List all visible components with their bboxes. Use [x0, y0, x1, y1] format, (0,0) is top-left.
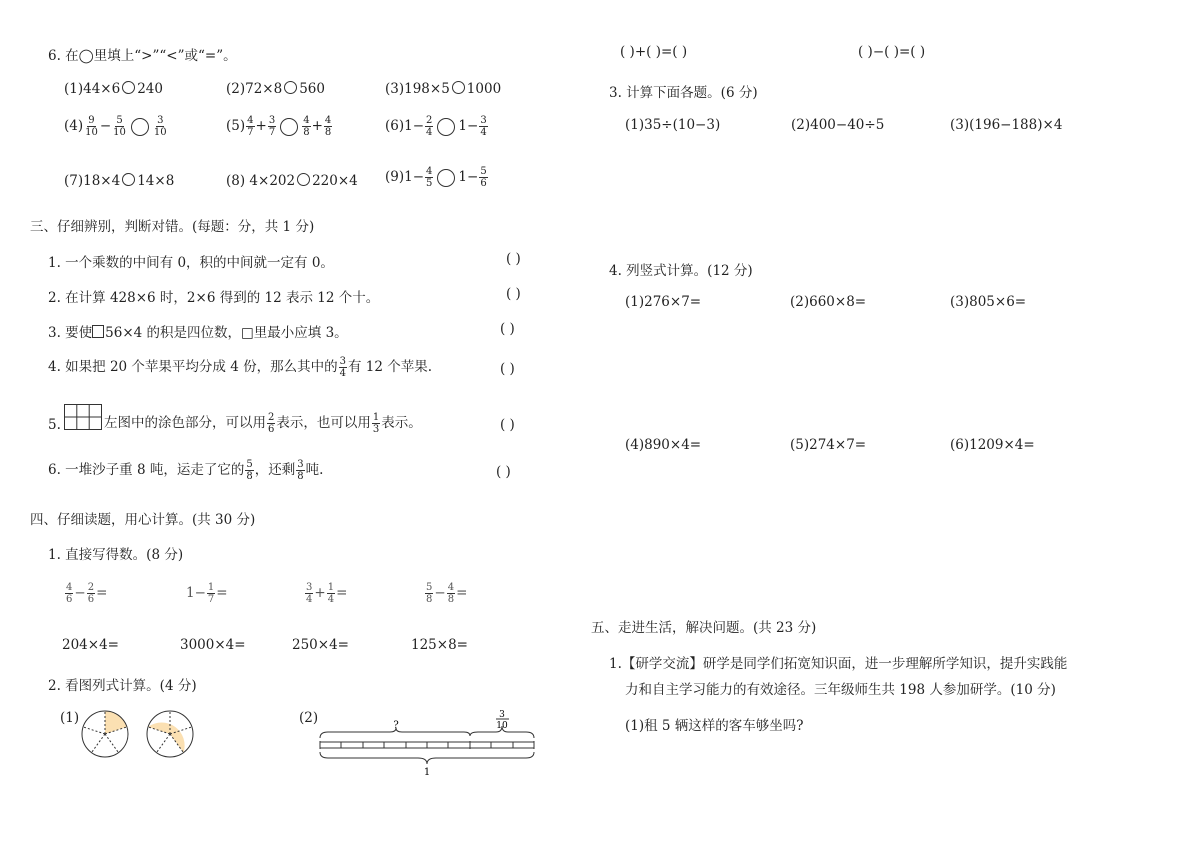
- q6-item-9: (9)1− $\frac{4}{5}$ 1− $\frac{5}{6}$: [385, 166, 487, 189]
- calc-row2-3: 250×4=: [292, 637, 349, 653]
- judge-item-5-label: 5.: [48, 417, 61, 433]
- q6-item-1: (1)44×6 240: [64, 81, 163, 97]
- fraction-calc-2: 1− $\frac{1}{7}$ =: [186, 582, 228, 605]
- answer-paren[interactable]: ( ): [506, 251, 521, 267]
- q4-item-5: (5)274×7=: [790, 437, 867, 453]
- q3-title: 3. 计算下面各题。(6 分): [609, 85, 758, 101]
- q1-title: 1. 直接写得数。(8 分): [48, 547, 184, 563]
- problem-1-sub-1: (1)租 5 辆这样的客车够坐吗?: [625, 718, 804, 734]
- unknown-label: ?: [393, 720, 399, 731]
- fill-equation-2[interactable]: ( )−( )=( ): [858, 44, 926, 60]
- answer-paren[interactable]: ( ): [500, 417, 515, 433]
- q6-title: 6. 在◯里填上“>”“<”或“=”。: [48, 48, 237, 64]
- compare-circle[interactable]: [284, 81, 297, 94]
- compare-circle[interactable]: [437, 118, 455, 136]
- judge-item-4: 4. 如果把 20 个苹果平均分成 4 份，那么其中的 $\frac{3}{4}$ 有 12 个苹果.: [48, 356, 433, 379]
- judge-item-1: 1. 一个乘数的中间有 0，积的中间就一定有 0。: [48, 255, 334, 271]
- q4-title: 4. 列竖式计算。(12 分): [609, 263, 753, 279]
- fraction-den: 10: [496, 721, 508, 731]
- q6-item-7: (7)18×4 14×8: [64, 173, 175, 189]
- segment-diagram: [318, 708, 540, 778]
- q4-item-2: (2)660×8=: [790, 294, 867, 310]
- q2-label-2: (2): [299, 710, 319, 726]
- compare-circle[interactable]: [437, 169, 455, 187]
- answer-paren[interactable]: ( ): [506, 286, 521, 302]
- section-5-title: 五、走进生活，解决问题。(共 23 分): [591, 620, 817, 636]
- answer-paren[interactable]: ( ): [500, 321, 515, 337]
- calc-row2-4: 125×8=: [411, 637, 468, 653]
- pie-figure-1: [80, 709, 130, 759]
- q6-item-5: (5) $\frac{4}{7}$ + $\frac{3}{7}$ $\frac{4}{8}$ + $\frac{4}{8}$: [226, 115, 332, 138]
- q4-item-3: (3)805×6=: [950, 294, 1027, 310]
- section-4-title: 四、仔细读题，用心计算。(共 30 分): [30, 512, 256, 528]
- fraction-num: 3: [499, 710, 505, 720]
- fraction-calc-1: $\frac{4}{6}$ − $\frac{2}{6}$ =: [66, 582, 108, 605]
- q6-item-4: (4) $\frac{9}{10}$ − $\frac{5}{10}$ $\frac{3}{10}$: [64, 115, 167, 138]
- q3-item-3: (3)(196−188)×4: [950, 117, 1063, 133]
- problem-1-line-1: 1.【研学交流】研学是同学们拓宽知识面，进一步理解所学知识，提升实践能: [609, 656, 1068, 672]
- calc-row2-2: 3000×4=: [180, 637, 246, 653]
- whole-label: 1: [423, 767, 431, 778]
- compare-circle[interactable]: [452, 81, 465, 94]
- compare-circle[interactable]: [280, 118, 298, 136]
- q4-item-6: (6)1209×4=: [950, 437, 1035, 453]
- fill-equation-1[interactable]: ( )+( )=( ): [620, 44, 688, 60]
- answer-paren[interactable]: ( ): [496, 464, 511, 480]
- q4-item-1: (1)276×7=: [625, 294, 702, 310]
- q6-item-3: (3)198×5 1000: [385, 81, 502, 97]
- compare-circle[interactable]: [131, 118, 149, 136]
- q4-item-4: (4)890×4=: [625, 437, 702, 453]
- calc-row2-1: 204×4=: [62, 637, 119, 653]
- blank-box[interactable]: [92, 325, 104, 338]
- pie-figure-2: [145, 709, 195, 759]
- q3-item-1: (1)35÷(10−3): [625, 117, 721, 133]
- q2-label-1: (1): [60, 710, 80, 726]
- shaded-grid-figure: [64, 404, 102, 430]
- fraction-calc-4: $\frac{5}{8}$ − $\frac{4}{8}$ =: [426, 582, 468, 605]
- section-3-title: 三、仔细辨别，判断对错。(每题：分，共 1 分): [30, 219, 315, 235]
- problem-1-line-2: 力和自主学习能力的有效途径。三年级师生共 198 人参加研学。(10 分): [625, 682, 1056, 698]
- judge-item-5: 左图中的涂色部分，可以用 $\frac{2}{6}$ 表示，也可以用 $\frac{1}{3}$ 表示。: [104, 412, 422, 435]
- compare-circle[interactable]: [122, 173, 135, 186]
- q2-title: 2. 看图列式计算。(4 分): [48, 678, 197, 694]
- judge-item-3: 3. 要使 56×4 的积是四位数，□里最小应填 3。: [48, 325, 348, 341]
- judge-item-2: 2. 在计算 428×6 时，2×6 得到的 12 表示 12 个十。: [48, 290, 380, 306]
- q6-item-6: (6)1− $\frac{2}{4}$ 1− $\frac{3}{4}$: [385, 115, 487, 138]
- judge-item-6: 6. 一堆沙子重 8 吨，运走了它的 $\frac{5}{8}$ ，还剩 $\frac{3}{8}$ 吨.: [48, 459, 324, 482]
- q6-item-8: (8) 4×202 220×4: [226, 173, 358, 189]
- compare-circle[interactable]: [297, 173, 310, 186]
- answer-paren[interactable]: ( ): [500, 361, 515, 377]
- q6-item-2: (2)72×8 560: [226, 81, 325, 97]
- compare-circle[interactable]: [122, 81, 135, 94]
- q3-item-2: (2)400−40÷5: [791, 117, 885, 133]
- fraction-calc-3: $\frac{3}{4}$ + $\frac{1}{4}$ =: [306, 582, 348, 605]
